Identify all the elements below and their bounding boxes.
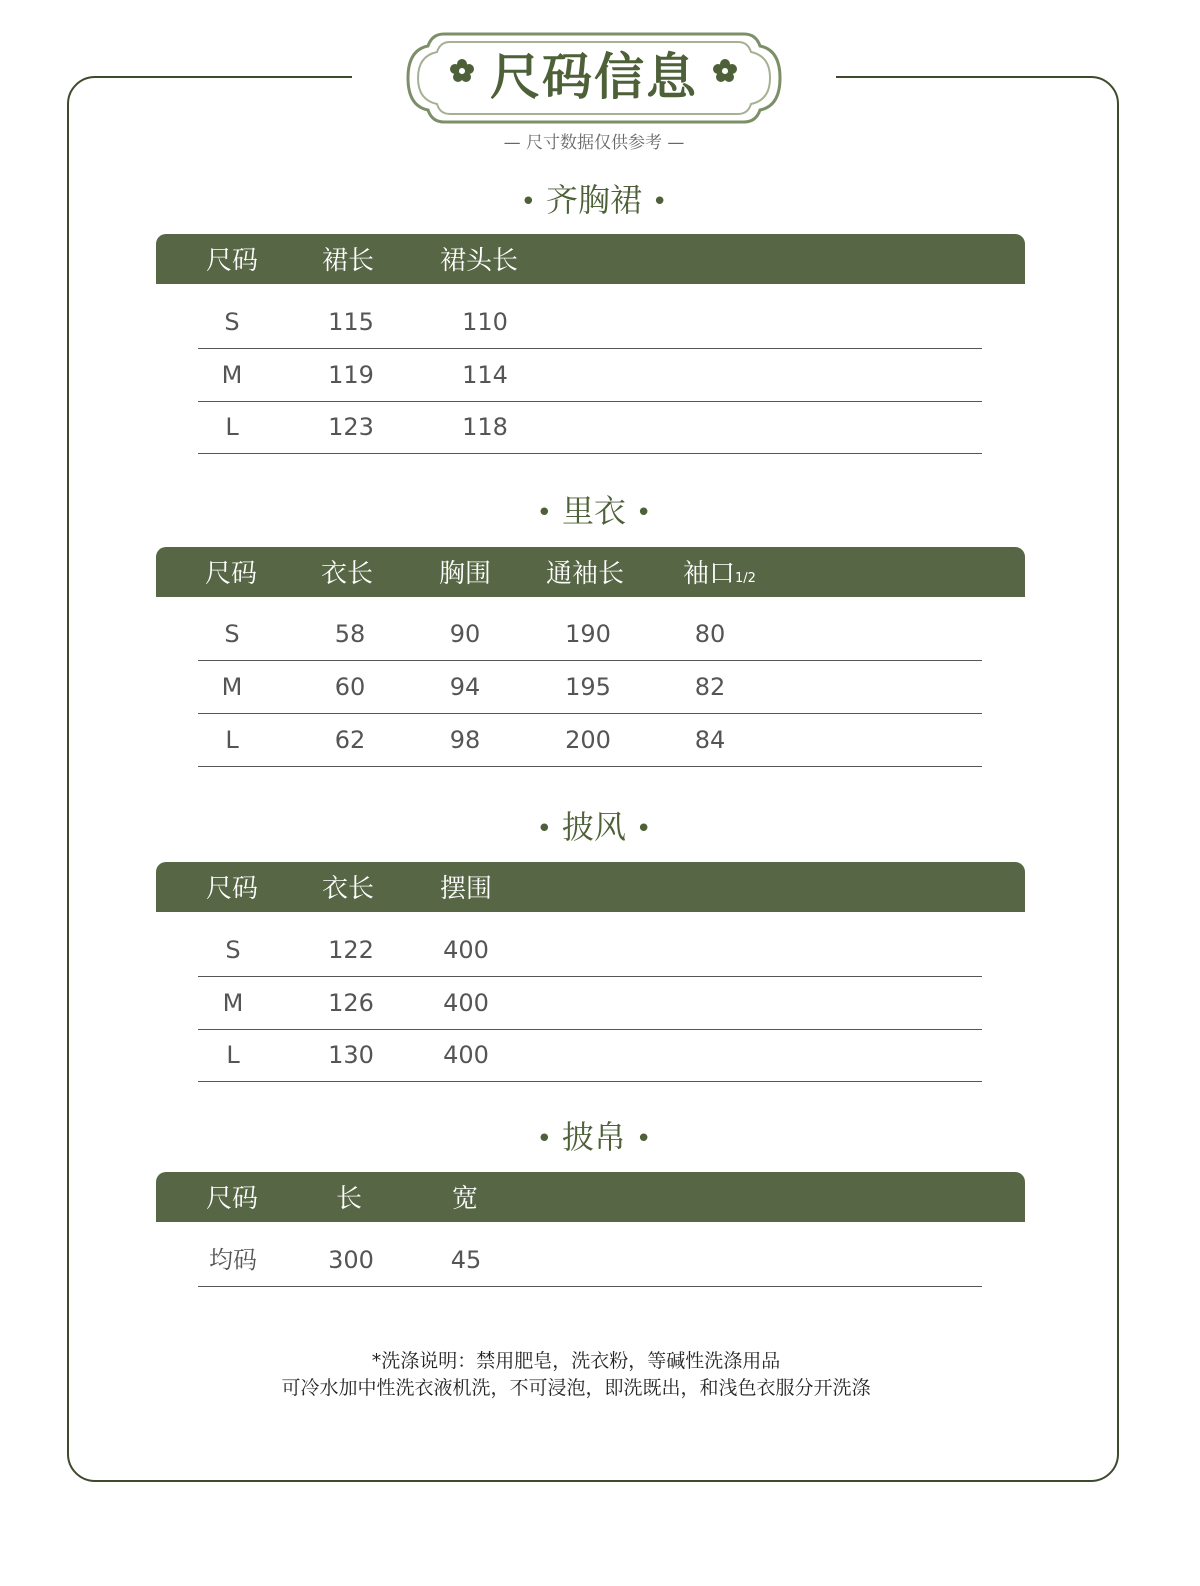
value-cell: 400 — [443, 936, 489, 964]
value-cell: 118 — [462, 413, 508, 441]
header-cell: 胸围 — [439, 559, 492, 589]
size-cell: S — [225, 936, 241, 964]
section-title: • 披帛 • — [536, 1118, 652, 1156]
value-cell: 126 — [328, 989, 374, 1017]
table-row — [198, 296, 982, 349]
header-cell: 尺码 — [206, 246, 259, 276]
table-header — [156, 1172, 1025, 1222]
table-row — [198, 608, 982, 661]
header-cell: 衣长 — [322, 874, 375, 904]
header-cell: 摆围 — [440, 874, 493, 904]
table-row — [198, 661, 982, 714]
header-cell: 宽 — [452, 1184, 479, 1214]
subtitle: — 尺寸数据仅供参考 — — [503, 133, 685, 153]
value-cell: 94 — [449, 673, 481, 701]
section-title: • 披风 • — [536, 808, 652, 846]
wash-note-line2: 可冷水加中性洗衣液机洗，不可浸泡，即洗既出，和浅色衣服分开洗涤 — [281, 1377, 871, 1399]
value-cell: 122 — [328, 936, 374, 964]
table-row — [198, 1029, 982, 1082]
value-cell: 300 — [328, 1246, 374, 1274]
value-cell: 115 — [328, 308, 374, 336]
table-row — [198, 714, 982, 767]
value-cell: 200 — [565, 726, 611, 754]
value-cell: 114 — [462, 361, 508, 389]
size-cell: L — [225, 413, 239, 441]
size-cell: L — [226, 1041, 240, 1069]
size-cell: M — [221, 361, 243, 389]
section-title: • 里衣 • — [536, 492, 652, 530]
value-cell: 119 — [328, 361, 374, 389]
table-row — [198, 1234, 982, 1287]
value-cell: 45 — [450, 1246, 482, 1274]
value-cell: 130 — [328, 1041, 374, 1069]
value-cell: 400 — [443, 989, 489, 1017]
page-title: 尺码信息 — [490, 47, 698, 106]
value-cell: 84 — [694, 726, 726, 754]
table-row — [198, 924, 982, 977]
header-cell: 衣长 — [321, 559, 374, 589]
table-header — [156, 547, 1025, 597]
header-cell: 裙长 — [322, 246, 375, 276]
header-cell: 尺码 — [206, 1184, 259, 1214]
wash-note-line1: *洗涤说明：禁用肥皂，洗衣粉，等碱性洗涤用品 — [371, 1350, 781, 1372]
value-cell: 190 — [565, 620, 611, 648]
table-row — [198, 401, 982, 454]
header-cell: 尺码 — [205, 559, 258, 589]
table-row — [198, 977, 982, 1030]
size-cell: S — [224, 308, 240, 336]
value-cell: 98 — [449, 726, 481, 754]
size-cell: S — [224, 620, 240, 648]
value-cell: 60 — [334, 673, 366, 701]
size-cell: M — [222, 989, 244, 1017]
header-cell: 长 — [336, 1184, 363, 1214]
size-cell: 均码 — [209, 1246, 257, 1274]
value-cell: 58 — [334, 620, 366, 648]
value-cell: 195 — [565, 673, 611, 701]
value-cell: 123 — [328, 413, 374, 441]
value-cell: 400 — [443, 1041, 489, 1069]
table-header — [156, 234, 1025, 284]
header-cell: 裙头长 — [440, 246, 519, 276]
size-cell: L — [225, 726, 239, 754]
flower-icon — [712, 58, 738, 84]
table-row — [198, 349, 982, 402]
section-title: • 齐胸裙 • — [520, 181, 668, 219]
value-cell: 62 — [334, 726, 366, 754]
size-cell: M — [221, 673, 243, 701]
value-cell: 82 — [694, 673, 726, 701]
table-header — [156, 862, 1025, 912]
value-cell: 80 — [694, 620, 726, 648]
header-cell: 袖口1/2 — [683, 559, 756, 589]
value-cell: 90 — [449, 620, 481, 648]
value-cell: 110 — [462, 308, 508, 336]
header-suffix: 1/2 — [735, 571, 756, 586]
header-cell: 尺码 — [206, 874, 259, 904]
flower-icon — [449, 58, 475, 84]
header-cell: 通袖长 — [546, 559, 625, 589]
